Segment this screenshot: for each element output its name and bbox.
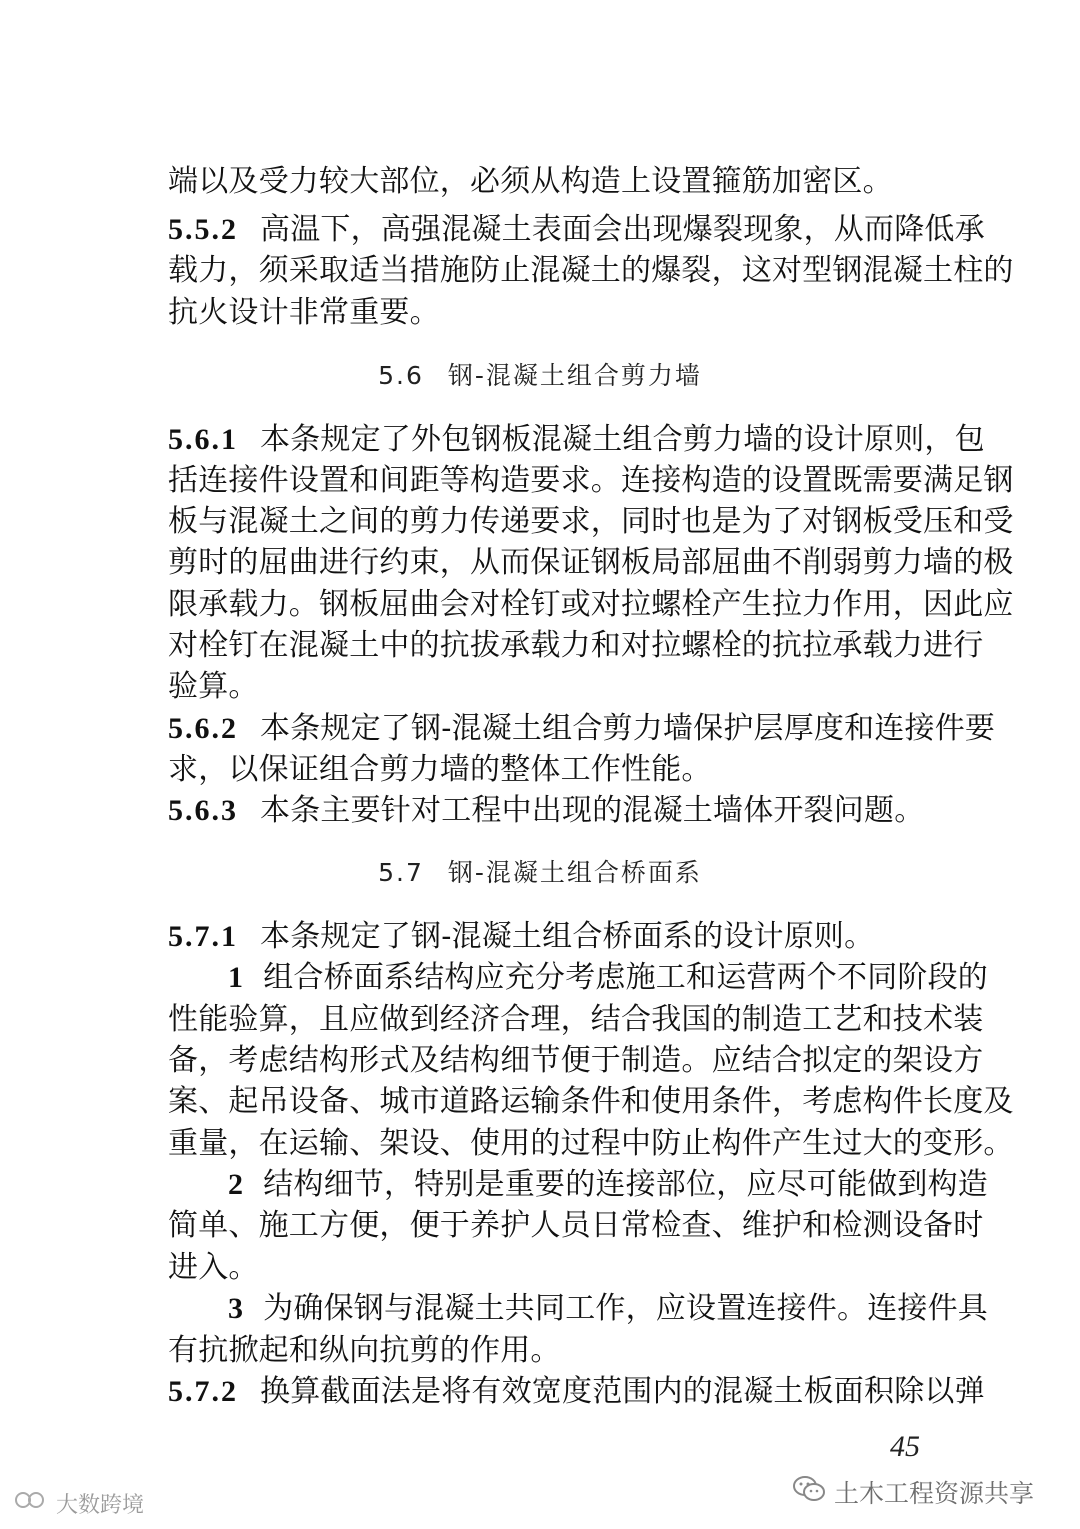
text-line: 有抗掀起和纵向抗剪的作用。 xyxy=(168,1333,561,1368)
text-line: 剪时的屈曲进行约束，从而保证钢板局部屈曲不削弱剪力墙的极 xyxy=(168,545,1014,580)
logo-icon xyxy=(14,1489,48,1517)
text-line: 载力，须采取适当措施防止混凝土的爆裂，这对型钢混凝土柱的 xyxy=(168,253,1014,288)
clause-5-7-1: 5.7.1 本条规定了钢-混凝土组合桥面系的设计原则。 xyxy=(168,919,875,954)
clause-number: 5.7.1 xyxy=(168,920,238,953)
clause-number: 5.6.3 xyxy=(168,794,238,827)
clause-number: 5.6.2 xyxy=(168,712,238,745)
text-line: 端以及受力较大部位，必须从构造上设置箍筋加密区。 xyxy=(168,164,893,199)
text-line: 限承载力。钢板屈曲会对栓钉或对拉螺栓产生拉力作用，因此应 xyxy=(168,587,1014,622)
watermark-text: 土木工程资源共享 xyxy=(834,1479,1035,1508)
text-line: 对栓钉在混凝土中的抗拔承载力和对拉螺栓的抗拉承载力进行 xyxy=(168,628,984,663)
wechat-icon xyxy=(792,1474,826,1510)
list-item-1: 1 组合桥面系结构应充分考虑施工和运营两个不同阶段的 xyxy=(228,960,989,995)
clause-5-6-2: 5.6.2 本条规定了钢-混凝土组合剪力墙保护层厚度和连接件要 xyxy=(168,711,996,746)
clause-number: 5.6.1 xyxy=(168,423,238,456)
text-line: 进入。 xyxy=(168,1250,259,1285)
section-heading-5-6: 5.6 钢-混凝土组合剪力墙 xyxy=(378,361,702,390)
clause-5-7-2: 5.7.2 换算截面法是将有效宽度范围内的混凝土板面积除以弹 xyxy=(168,1374,985,1409)
text-line: 括连接件设置和间距等构造要求。连接构造的设置既需要满足钢 xyxy=(168,463,1014,498)
clause-number: 5.7.2 xyxy=(168,1375,238,1408)
text-line: 备，考虑结构形式及结构细节便于制造。应结合拟定的架设方 xyxy=(168,1043,984,1078)
item-number: 3 xyxy=(228,1292,244,1325)
page-number: 45 xyxy=(890,1430,920,1463)
text-line: 求，以保证组合剪力墙的整体工作性能。 xyxy=(168,752,712,787)
clause-number: 5.5.2 xyxy=(168,213,238,246)
text-line: 案、起吊设备、城市道路运输条件和使用条件，考虑构件长度及 xyxy=(168,1084,1014,1119)
text-line: 重量，在运输、架设、使用的过程中防止构件产生过大的变形。 xyxy=(168,1126,1014,1161)
clause-5-5-2: 5.5.2 高温下，高强混凝土表面会出现爆裂现象，从而降低承 xyxy=(168,212,985,247)
watermark-left xyxy=(14,1488,144,1518)
clause-5-6-1: 5.6.1 本条规定了外包钢板混凝土组合剪力墙的设计原则，包 xyxy=(168,422,985,457)
text-line: 简单、施工方便，便于养护人员日常检查、维护和检测设备时 xyxy=(168,1208,984,1243)
watermark-text: 大数跨境 xyxy=(56,1492,145,1518)
section-heading-5-7: 5.7 钢-混凝土组合桥面系 xyxy=(378,858,702,887)
list-item-2: 2 结构细节，特别是重要的连接部位，应尽可能做到构造 xyxy=(228,1167,989,1202)
text-line: 抗火设计非常重要。 xyxy=(168,295,440,330)
item-number: 1 xyxy=(228,961,244,994)
list-item-3: 3 为确保钢与混凝土共同工作，应设置连接件。连接件具 xyxy=(228,1291,989,1326)
text-line: 验算。 xyxy=(168,669,259,704)
text-line: 性能验算，且应做到经济合理，结合我国的制造工艺和技术装 xyxy=(168,1002,984,1037)
item-number: 2 xyxy=(228,1168,244,1201)
text-line: 板与混凝土之间的剪力传递要求，同时也是为了对钢板受压和受 xyxy=(168,504,1014,539)
watermark-right xyxy=(792,1472,1034,1512)
clause-5-6-3: 5.6.3 本条主要针对工程中出现的混凝土墙体开裂问题。 xyxy=(168,793,925,828)
